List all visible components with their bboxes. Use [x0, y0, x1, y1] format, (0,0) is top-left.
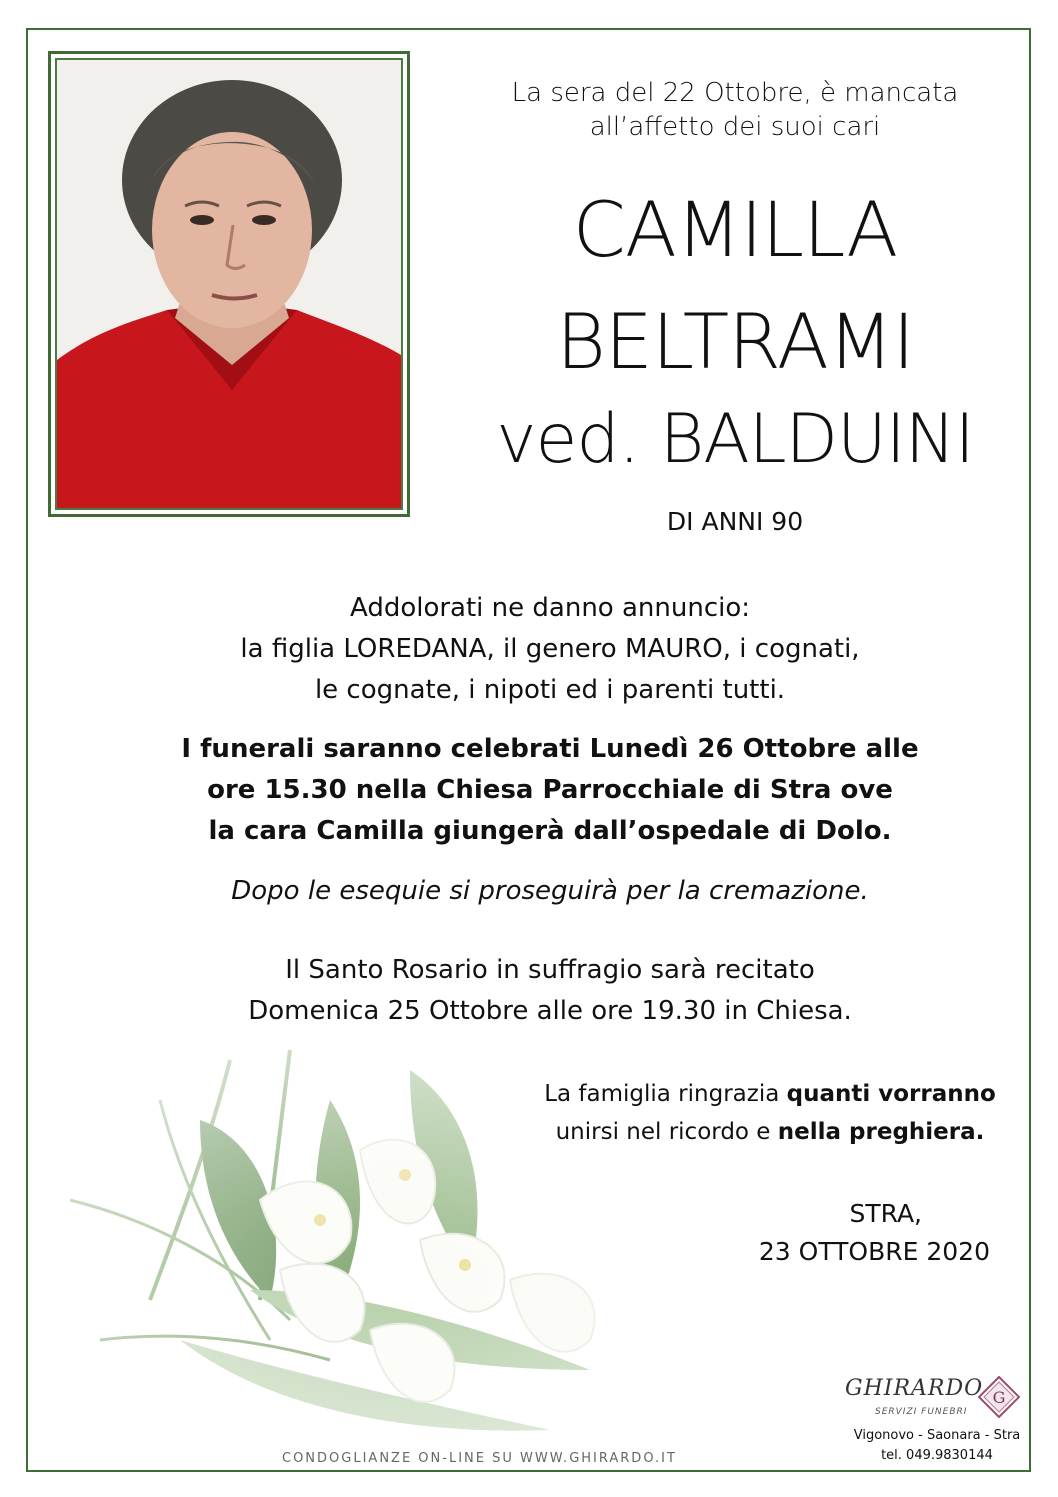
agency-phone: tel. 049.9830144	[881, 1448, 993, 1463]
deceased-widow-of: ved. BALDUINI	[496, 400, 974, 479]
thanks-part-c: unirsi nel ricordo e	[555, 1119, 778, 1145]
deceased-last-name: BELTRAMI	[556, 297, 914, 386]
thanks-part-a: La famiglia ringrazia	[544, 1081, 787, 1107]
footer-condolences: CONDOGLIANZE ON-LINE SU WWW.GHIRARDO.IT	[282, 1451, 677, 1466]
place-date	[740, 1195, 990, 1271]
announcement-line-1: Addolorati ne danno annuncio:	[349, 593, 751, 623]
deceased-first-name: CAMILLA	[572, 185, 898, 274]
cremation-note: Dopo le esequie si proseguirà per la cremazione.	[231, 876, 869, 906]
intro-text	[440, 76, 1030, 144]
deceased-age: DI ANNI 90	[666, 507, 804, 536]
agency-mark-letter: G	[992, 1388, 1006, 1407]
rosary-line-2: Domenica 25 Ottobre alle ore 19.30 in Chiesa.	[248, 996, 852, 1026]
agency-diamond-icon	[978, 1376, 1020, 1418]
thanks-line-2	[470, 1113, 1058, 1151]
agency-name: GHIRARDO	[845, 1376, 984, 1401]
intro-line-2: all’affetto dei suoi cari	[589, 112, 881, 142]
funeral-paragraph	[110, 729, 990, 852]
thanks-line-1	[470, 1075, 1058, 1113]
thanks-paragraph	[470, 1075, 1058, 1151]
agency-towns: Vigonovo - Saonara - Stra	[853, 1428, 1021, 1443]
thanks-part-d: nella preghiera.	[777, 1119, 985, 1145]
portrait-frame	[48, 51, 410, 517]
funeral-line-3: la cara Camilla giungerà dall’ospedale di Dolo.	[208, 816, 892, 846]
notice-date: 23 OTTOBRE 2020	[758, 1237, 990, 1266]
agency-address	[842, 1426, 1032, 1466]
announcement-paragraph	[110, 588, 990, 711]
rosary-line-1: Il Santo Rosario in suffragio sarà recitato	[285, 955, 815, 985]
rosary-paragraph	[110, 950, 990, 1032]
funeral-line-1: I funerali saranno celebrati Lunedì 26 Ottobre alle	[181, 734, 919, 764]
announcement-line-2: la figlia LOREDANA, il genero MAURO, i cognati,	[240, 634, 860, 664]
funeral-line-2: ore 15.30 nella Chiesa Parrocchiale di Stra ove	[207, 775, 893, 805]
portrait-photo	[55, 58, 403, 510]
portrait-image	[57, 60, 401, 508]
place-name: STRA,	[849, 1199, 922, 1228]
thanks-part-b: quanti vorranno	[786, 1081, 996, 1107]
agency-subtitle: SERVIZI FUNEBRI	[875, 1407, 968, 1417]
announcement-line-3: le cognate, i nipoti ed i parenti tutti.	[314, 675, 786, 705]
intro-line-1: La sera del 22 Ottobre, è mancata	[511, 78, 959, 108]
